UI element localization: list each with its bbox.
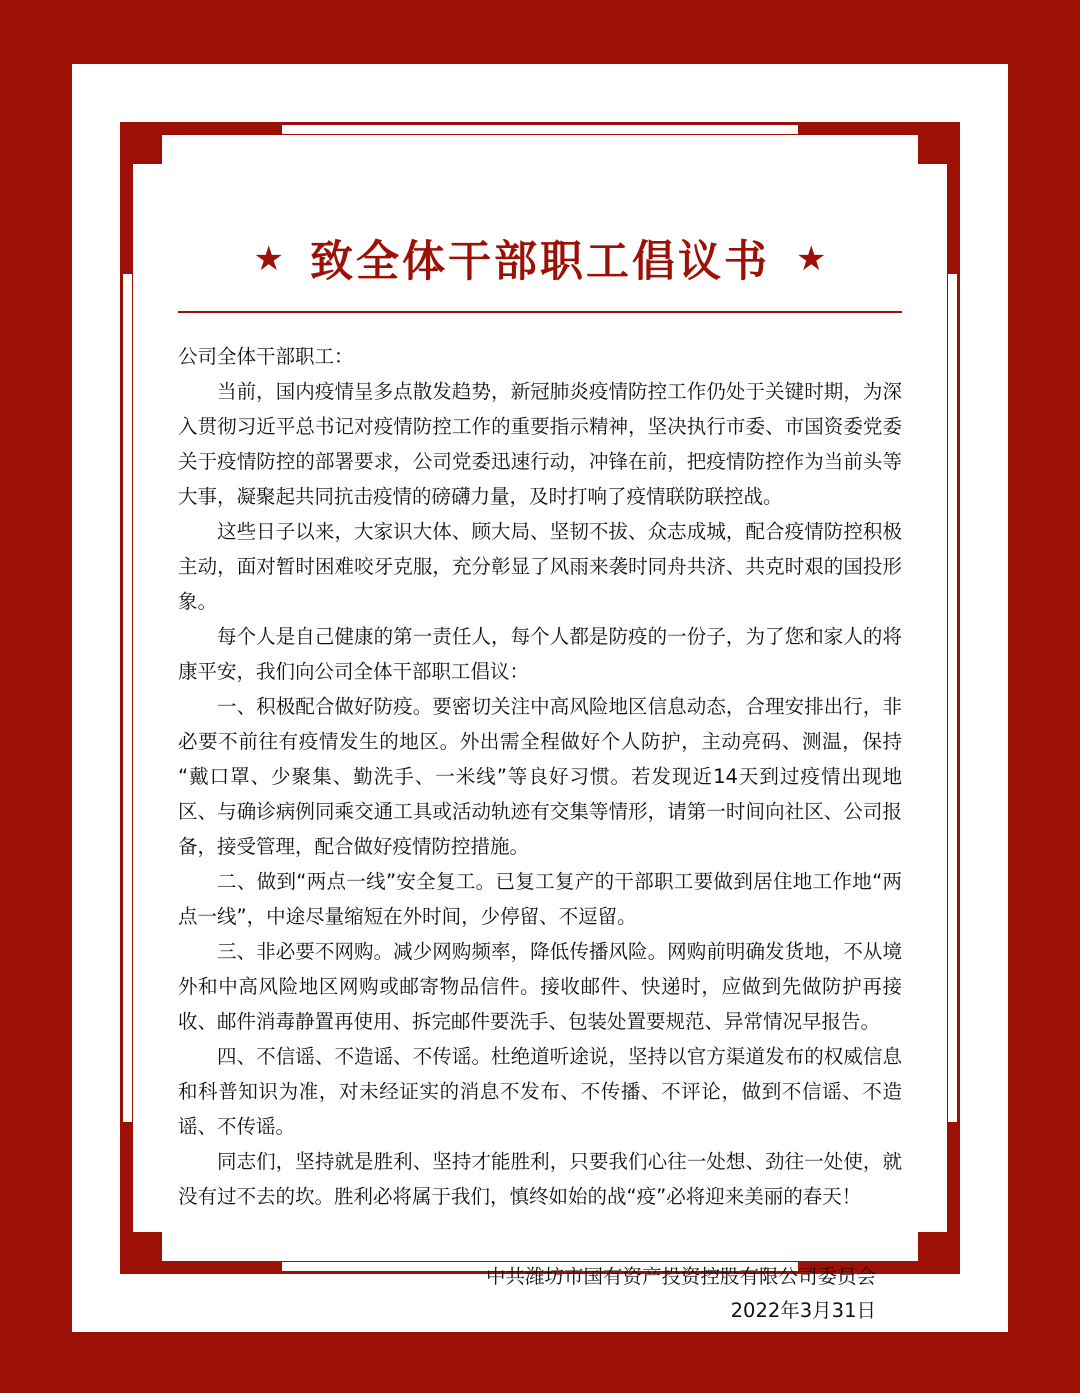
signature-date: 2022年3月31日 [730, 1299, 876, 1322]
frame-bar-right-bottom [948, 1122, 958, 1232]
frame-bar-top-right [798, 124, 918, 134]
corner-ornament-bottom-right [918, 1232, 958, 1272]
frame-bar-left-top [122, 164, 132, 274]
frame-bar-right-top [948, 164, 958, 274]
paragraph-item-4: 四、不信谣、不造谣、不传谣。杜绝道听途说，坚持以官方渠道发布的权威信息和科普知识为准，对未经证实的消息不发布、不传播、不评论，做到不信谣、不造谣、不传谣。 [178, 1045, 902, 1138]
paragraph-1: 当前，国内疫情呈多点散发趋势，新冠肺炎疫情防控工作仍处于关键时期，为深入贯彻习近平总书记对疫情防控工作的重要指示精神，坚决执行市委、市国资委党委关于疫情防控的部署要求，公司党委迅速行动，冲锋在前，把疫情防控作为当前头等大事，凝聚起共同抗击疫情的磅礴力量，及时打响了疫情联防联控战。 [178, 380, 902, 508]
document-content [178, 184, 902, 1322]
signature-organization: 中共潍坊市国有资产投资控股有限公司委员会 [485, 1265, 876, 1288]
paragraph-2: 这些日子以来，大家识大体、顾大局、坚韧不拔、众志成城，配合疫情防控积极主动，面对暂时困难咬牙克服，充分彰显了风雨来袭时同舟共济、共克时艰的国投形象。 [178, 520, 902, 613]
salutation: 公司全体干部职工： [178, 345, 354, 368]
star-icon-left: ★ [253, 239, 284, 278]
paper-card [72, 64, 1008, 1332]
letter-body [178, 339, 902, 1214]
corner-ornament-top-left [122, 124, 162, 164]
paragraph-item-3: 三、非必要不网购。减少网购频率，降低传播风险。网购前明确发货地，不从境外和中高风险地区网购或邮寄物品信件。接收邮件、快递时，应做到先做防护再接收、邮件消毒静置再使用、拆完邮件要洗手、包装处置要规范、异常情况早报告。 [178, 940, 902, 1033]
title-row [178, 228, 902, 289]
paragraph-3: 每个人是自己健康的第一责任人，每个人都是防疫的一份子，为了您和家人的将康平安，我们向公司全体干部职工倡议： [178, 625, 902, 683]
signature-block [178, 1260, 902, 1328]
title-divider [178, 311, 902, 313]
corner-ornament-bottom-left [122, 1232, 162, 1272]
paragraph-item-2: 二、做到“两点一线”安全复工。已复工复产的干部职工要做到居住地工作地“两点一线”，中途尽量缩短在外时间，少停留、不逗留。 [178, 870, 902, 928]
paragraph-closing: 同志们，坚持就是胜利、坚持才能胜利，只要我们心往一处想、劲往一处使，就没有过不去的坎。胜利必将属于我们，慎终如始的战“疫”必将迎来美丽的春天！ [178, 1150, 902, 1208]
paragraph-item-1: 一、积极配合做好防疫。要密切关注中高风险地区信息动态，合理安排出行，非必要不前往有疫情发生的地区。外出需全程做好个人防护，主动亮码、测温，保持“戴口罩、少聚集、勤洗手、一米线”等良好习惯。若发现近14天到过疫情出现地区、与确诊病例同乘交通工具或活动轨迹有交集等情形，请第一时间向社区、公司报备，接受管理，配合做好疫情防控措施。 [178, 695, 902, 858]
page-title: 致全体干部职工倡议书 [310, 237, 770, 287]
frame-bar-top-left [162, 124, 282, 134]
star-icon-right: ★ [796, 239, 827, 278]
frame-bar-left-bottom [122, 1122, 132, 1232]
corner-ornament-top-right [918, 124, 958, 164]
